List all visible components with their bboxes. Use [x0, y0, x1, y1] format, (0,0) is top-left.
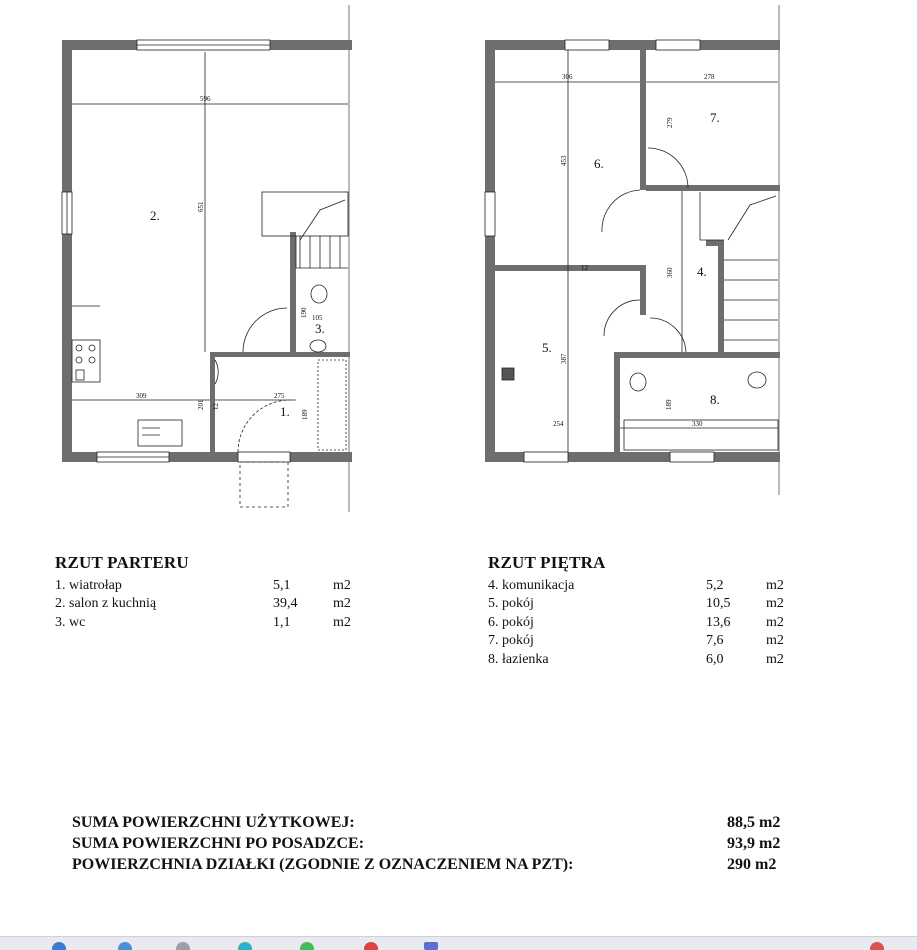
legend-upper-floor	[488, 554, 806, 669]
wall-top	[485, 40, 780, 50]
wall-bath-top	[614, 352, 780, 358]
dim-360: 360	[666, 267, 674, 278]
room-name: 8. łazienka	[488, 651, 549, 667]
wall-bath-left	[614, 352, 620, 452]
room-name: 2. salon z kuchnią	[55, 596, 157, 611]
wall-left	[62, 40, 72, 462]
dim-12: 12	[212, 403, 220, 410]
legend-title: RZUT PIĘTRA	[488, 553, 606, 572]
room-area: 10,5	[706, 596, 731, 611]
room-unit: m2	[333, 614, 351, 630]
dim-105: 105	[312, 314, 323, 322]
sink-icon	[310, 340, 326, 352]
summary-label: POWIERZCHNIA DZIAŁKI (ZGODNIE Z OZNACZENIEM NA PZT):	[72, 856, 574, 873]
wall-room6-5	[495, 265, 640, 271]
summary-value: 290 m2	[727, 856, 777, 873]
dim-190: 190	[300, 307, 308, 318]
room-name: 7. pokój	[488, 633, 534, 648]
radiator-icon	[502, 368, 514, 380]
window-left	[485, 192, 495, 236]
room-label-3: 3.	[315, 321, 325, 336]
summary-label: SUMA POWIERZCHNI UŻYTKOWEJ:	[72, 814, 355, 831]
summary-value: 88,5 m2	[727, 814, 781, 831]
room-unit: m2	[766, 577, 784, 593]
dim-275: 275	[274, 392, 285, 400]
legend-row	[488, 651, 806, 670]
room-unit: m2	[766, 614, 784, 630]
bath-toilet-icon	[748, 372, 766, 388]
summary-label: SUMA POWIERZCHNI PO POSADZCE:	[72, 835, 365, 852]
room-unit: m2	[766, 596, 784, 611]
summary-row	[72, 833, 780, 854]
summary-row	[72, 812, 780, 833]
room-unit: m2	[766, 651, 784, 667]
taskbar	[0, 936, 917, 950]
toilet-icon	[311, 285, 327, 303]
room-unit: m2	[333, 577, 351, 593]
window-bottom-2	[670, 452, 714, 462]
door-arc-bathroom	[650, 318, 686, 352]
door-arc-room5	[604, 300, 640, 336]
dim-453: 453	[560, 155, 568, 166]
room-label-4: 4.	[697, 264, 707, 279]
room-area: 13,6	[706, 614, 731, 630]
dim-596: 596	[200, 95, 211, 103]
dim-279: 279	[666, 117, 674, 128]
room-name: 4. komunikacja	[488, 577, 575, 593]
dim-201: 201	[197, 399, 205, 410]
room-label-5: 5.	[542, 340, 552, 355]
dim-330: 330	[692, 420, 703, 428]
door-arc-room7	[648, 148, 688, 188]
legend-row	[55, 595, 373, 614]
room-name: 1. wiatrołap	[55, 577, 122, 593]
area-summary	[72, 812, 780, 875]
room-label-6: 6.	[594, 156, 604, 171]
table-icon	[138, 420, 182, 446]
legend-ground-floor	[55, 554, 373, 632]
summary-value: 93,9 m2	[727, 835, 781, 852]
wall-stair	[718, 240, 724, 352]
dim-309: 309	[136, 392, 147, 400]
room-label-8: 8.	[710, 392, 720, 407]
legend-title: RZUT PARTERU	[55, 553, 189, 572]
door-arc-hall	[215, 360, 218, 384]
wall-vestibule-top	[210, 352, 350, 357]
room-area: 7,6	[706, 633, 724, 648]
room-label-1: 1.	[280, 404, 290, 419]
room-area: 1,1	[273, 614, 291, 630]
dim-306: 306	[562, 73, 573, 81]
ground-floor-plan	[62, 5, 352, 512]
dim-278: 278	[704, 73, 715, 81]
legend-row	[488, 577, 806, 596]
wall-wc	[290, 232, 296, 357]
dim-12: 12	[581, 264, 588, 272]
door-arc-wc	[243, 308, 287, 352]
porch-outline	[240, 462, 288, 507]
summary-row	[72, 854, 780, 875]
room-area: 5,1	[273, 577, 291, 593]
door-arc-room6	[602, 190, 640, 232]
room-name: 6. pokój	[488, 614, 534, 630]
dim-189: 189	[665, 399, 673, 410]
window-bottom-1	[524, 452, 568, 462]
wardrobe-outline	[318, 360, 346, 450]
dim-189: 189	[301, 409, 309, 420]
legend-row	[55, 577, 373, 596]
room-area: 39,4	[273, 596, 298, 611]
wall-hall-left	[640, 265, 646, 315]
entry-door	[238, 452, 290, 462]
window-top-2	[656, 40, 700, 50]
stair-landing	[262, 192, 348, 236]
window-top-1	[565, 40, 609, 50]
bath-sink-icon	[630, 373, 646, 391]
legend-row	[488, 595, 806, 614]
room-label-2: 2.	[150, 208, 160, 223]
room-unit: m2	[766, 633, 784, 648]
legend-row	[488, 632, 806, 651]
legend-row	[55, 614, 373, 633]
wall-left	[485, 40, 495, 462]
room-area: 5,2	[706, 577, 724, 593]
legend-row	[488, 614, 806, 633]
dim-387: 387	[560, 353, 568, 364]
room-unit: m2	[333, 596, 351, 611]
wall-vestibule-left	[210, 352, 215, 452]
dim-254: 254	[553, 420, 564, 428]
room-area: 6,0	[706, 651, 724, 667]
room-label-7: 7.	[710, 110, 720, 125]
room-name: 5. pokój	[488, 596, 534, 611]
wall-room6-7	[640, 50, 646, 190]
upper-floor-plan	[485, 5, 780, 495]
wall-room7-bottom	[646, 185, 780, 191]
dim-651: 651	[197, 201, 205, 212]
room-name: 3. wc	[55, 614, 86, 630]
